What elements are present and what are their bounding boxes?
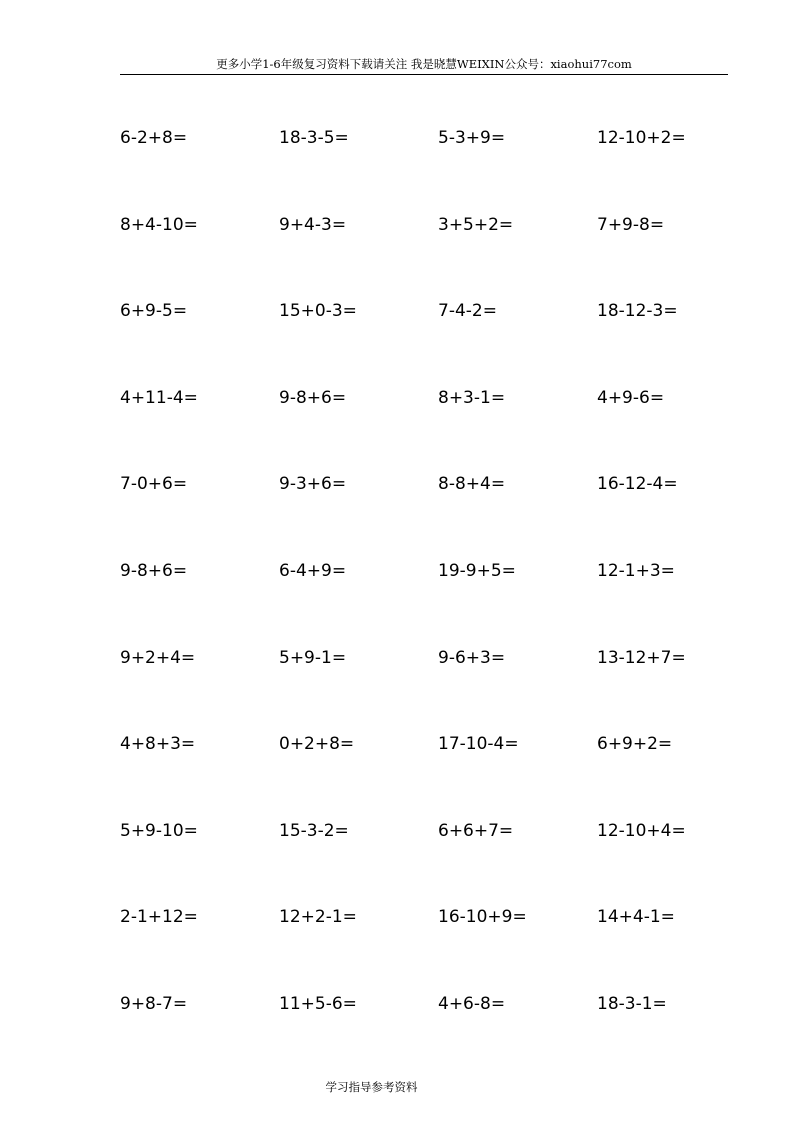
problem-item: 9-6+3= bbox=[438, 647, 506, 668]
problem-item: 4+6-8= bbox=[438, 993, 506, 1014]
problem-item: 16-12-4= bbox=[597, 474, 678, 495]
problem-item: 15+0-3= bbox=[279, 301, 357, 322]
problem-item: 9-3+6= bbox=[279, 474, 347, 495]
problem-item: 5+9-10= bbox=[120, 820, 198, 841]
problem-item: 7-4-2= bbox=[438, 301, 497, 322]
problem-item: 9+2+4= bbox=[120, 647, 196, 668]
problem-item: 12-10+2= bbox=[597, 128, 686, 148]
problem-item: 18-3-5= bbox=[279, 128, 349, 148]
problem-item: 2-1+12= bbox=[120, 907, 198, 928]
problem-item: 17-10-4= bbox=[438, 734, 519, 755]
problem-item: 16-10+9= bbox=[438, 907, 527, 928]
problem-item: 12-10+4= bbox=[597, 820, 686, 841]
problem-item: 9+8-7= bbox=[120, 993, 188, 1014]
problem-item: 6+6+7= bbox=[438, 820, 514, 841]
problem-item: 18-12-3= bbox=[597, 301, 678, 322]
problem-item: 5+9-1= bbox=[279, 647, 347, 668]
page-footer: 学习指导参考资料 bbox=[325, 1080, 418, 1094]
problem-item: 15-3-2= bbox=[279, 820, 349, 841]
problem-item: 13-12+7= bbox=[597, 647, 686, 668]
problem-item: 9-8+6= bbox=[120, 560, 188, 581]
page-header: 更多小学1-6年级复习资料下载请关注 我是晓慧WEIXIN公众号：xiaohui77com bbox=[120, 56, 728, 75]
problem-item: 11+5-6= bbox=[279, 993, 357, 1014]
problem-grid bbox=[120, 124, 760, 1077]
problem-item: 4+11-4= bbox=[120, 387, 198, 408]
problem-item: 9+4-3= bbox=[279, 214, 347, 235]
problem-item: 12+2-1= bbox=[279, 907, 357, 928]
problem-item: 0+2+8= bbox=[279, 734, 355, 755]
problem-item: 8+3-1= bbox=[438, 387, 506, 408]
problem-item: 19-9+5= bbox=[438, 560, 516, 581]
problem-item: 5-3+9= bbox=[438, 128, 506, 148]
problem-item: 4+9-6= bbox=[597, 387, 665, 408]
problem-item: 4+8+3= bbox=[120, 734, 196, 755]
problem-item: 9-8+6= bbox=[279, 387, 347, 408]
problem-item: 8+4-10= bbox=[120, 214, 198, 235]
problem-item: 6-2+8= bbox=[120, 128, 188, 148]
problem-item: 7-0+6= bbox=[120, 474, 188, 495]
problem-item: 3+5+2= bbox=[438, 214, 514, 235]
problem-item: 6+9+2= bbox=[597, 734, 673, 755]
problem-item: 6-4+9= bbox=[279, 560, 347, 581]
problem-item: 12-1+3= bbox=[597, 560, 675, 581]
problem-item: 8-8+4= bbox=[438, 474, 506, 495]
problem-item: 6+9-5= bbox=[120, 301, 188, 322]
problem-item: 14+4-1= bbox=[597, 907, 675, 928]
problem-item: 7+9-8= bbox=[597, 214, 665, 235]
problem-item: 18-3-1= bbox=[597, 993, 667, 1014]
